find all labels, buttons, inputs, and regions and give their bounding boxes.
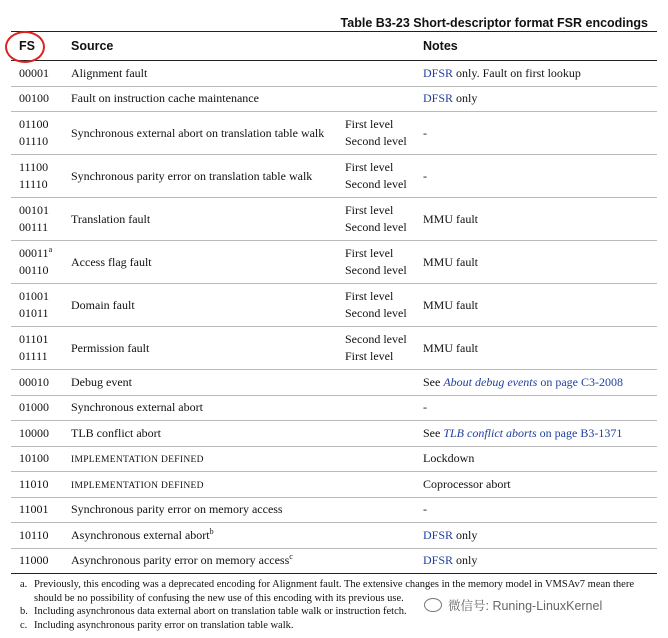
fs-cell bbox=[11, 421, 63, 447]
level-cell bbox=[337, 395, 415, 421]
table-caption: Table B3-23 Short-descriptor format FSR encodings bbox=[340, 16, 648, 30]
fs-code: 00100 bbox=[19, 91, 49, 106]
fs-code: 01011 bbox=[19, 306, 49, 320]
header-level bbox=[337, 32, 415, 61]
notes-cell: DFSR only bbox=[415, 548, 657, 574]
source-cell: Synchronous external abort bbox=[63, 395, 337, 421]
fs-cell bbox=[11, 472, 63, 498]
source-cell: Synchronous parity error on translation table walk bbox=[63, 155, 337, 198]
table-row bbox=[11, 112, 657, 155]
level-cell bbox=[337, 472, 415, 498]
fs-code: 10100 bbox=[19, 451, 49, 466]
fs-code: 01100 bbox=[19, 117, 49, 131]
table-row bbox=[11, 155, 657, 198]
source-cell: Permission fault bbox=[63, 327, 337, 370]
notes-cell: DFSR only bbox=[415, 86, 657, 112]
source-cell: IMPLEMENTATION DEFINED bbox=[63, 472, 337, 498]
table-row bbox=[11, 523, 657, 549]
header-notes: Notes bbox=[415, 32, 657, 61]
notes-cell: See About debug events on page C3-2008 bbox=[415, 370, 657, 396]
notes-cell: DFSR only bbox=[415, 523, 657, 549]
notes-cell: - bbox=[415, 395, 657, 421]
fs-code: 11010 bbox=[19, 476, 49, 491]
table-row bbox=[11, 198, 657, 241]
footnote-c: c. Including asynchronous parity error on translation table walk. bbox=[20, 619, 294, 631]
notes-cell: - bbox=[415, 497, 657, 523]
fs-cell bbox=[11, 86, 63, 112]
source-cell: Debug event bbox=[63, 370, 337, 396]
fs-code: 00111 bbox=[19, 220, 49, 234]
footnote-a: a. Previously, this encoding was a deprecated encoding for Alignment fault. The extensive changes in the memory model in VMSAv7 mean there should be no possibility of confusing the new use of this encoding with its previous use. bbox=[20, 579, 635, 604]
fs-code: 10000 bbox=[19, 425, 49, 440]
fs-code: 01110 bbox=[19, 134, 49, 148]
source-cell: TLB conflict abort bbox=[63, 421, 337, 447]
fs-code: 11001 bbox=[19, 502, 49, 517]
fs-cell bbox=[11, 548, 63, 574]
fs-code: 01001 bbox=[19, 289, 49, 303]
fs-cell bbox=[11, 241, 63, 284]
level-cell bbox=[337, 61, 415, 87]
fs-cell bbox=[11, 395, 63, 421]
level-cell bbox=[337, 86, 415, 112]
source-cell: Access flag fault bbox=[63, 241, 337, 284]
notes-cell: Lockdown bbox=[415, 446, 657, 472]
table-body bbox=[11, 61, 657, 574]
fsr-encodings-table bbox=[11, 31, 657, 574]
table-row bbox=[11, 327, 657, 370]
source-cell: Fault on instruction cache maintenance bbox=[63, 86, 337, 112]
source-cell: Domain fault bbox=[63, 284, 337, 327]
fs-code: 00110 bbox=[19, 263, 49, 277]
fs-code: 00001 bbox=[19, 65, 49, 80]
table-header-row bbox=[11, 32, 657, 61]
fs-cell bbox=[11, 155, 63, 198]
fs-cell bbox=[11, 446, 63, 472]
level-cell bbox=[337, 370, 415, 396]
source-cell: Synchronous external abort on translation table walk bbox=[63, 112, 337, 155]
table-row bbox=[11, 61, 657, 87]
fs-cell bbox=[11, 523, 63, 549]
table-row bbox=[11, 497, 657, 523]
fs-cell bbox=[11, 370, 63, 396]
fs-cell bbox=[11, 497, 63, 523]
table-row bbox=[11, 421, 657, 447]
notes-cell: Coprocessor abort bbox=[415, 472, 657, 498]
notes-cell: MMU fault bbox=[415, 327, 657, 370]
notes-cell: MMU fault bbox=[415, 198, 657, 241]
level-cell: Second level First level bbox=[337, 327, 415, 370]
table-row bbox=[11, 446, 657, 472]
source-cell: Asynchronous external abort$^b$ bbox=[63, 523, 337, 549]
notes-cell: MMU fault bbox=[415, 241, 657, 284]
footnote-b: b. Including asynchronous data external abort on translation table walk or instruction fetch. bbox=[20, 606, 407, 617]
level-cell: First level Second level bbox=[337, 284, 415, 327]
red-annotation-circle bbox=[5, 31, 45, 63]
level-cell: First level Second level bbox=[337, 198, 415, 241]
fs-cell bbox=[11, 198, 63, 241]
level-cell: First level Second level bbox=[337, 112, 415, 155]
level-cell: First level Second level bbox=[337, 155, 415, 198]
notes-cell: - bbox=[415, 155, 657, 198]
table-row bbox=[11, 548, 657, 574]
level-cell bbox=[337, 523, 415, 549]
source-cell: Asynchronous parity error on memory access$^c$ bbox=[63, 548, 337, 574]
notes-cell: See TLB conflict aborts on page B3-1371 bbox=[415, 421, 657, 447]
table-row bbox=[11, 370, 657, 396]
table-row bbox=[11, 472, 657, 498]
fs-code: 00011$^a$ bbox=[19, 245, 53, 260]
fs-code: 11000 bbox=[19, 553, 49, 568]
table-row bbox=[11, 241, 657, 284]
header-fs: FS bbox=[11, 32, 63, 61]
source-cell: Synchronous parity error on memory access bbox=[63, 497, 337, 523]
level-cell bbox=[337, 421, 415, 447]
source-cell: Translation fault bbox=[63, 198, 337, 241]
fs-code: 00101 bbox=[19, 203, 49, 217]
notes-cell: MMU fault bbox=[415, 284, 657, 327]
fs-code: 01101 bbox=[19, 332, 49, 346]
notes-cell: DFSR only. Fault on first lookup bbox=[415, 61, 657, 87]
fs-code: 01111 bbox=[19, 349, 48, 363]
fs-code: 11100 bbox=[19, 160, 49, 174]
table-row bbox=[11, 284, 657, 327]
watermark: 微信号: Runing-LinuxKernel bbox=[424, 596, 602, 614]
table-row bbox=[11, 395, 657, 421]
level-cell: First level Second level bbox=[337, 241, 415, 284]
source-cell: IMPLEMENTATION DEFINED bbox=[63, 446, 337, 472]
fs-cell bbox=[11, 327, 63, 370]
fs-cell bbox=[11, 112, 63, 155]
fs-cell bbox=[11, 284, 63, 327]
fs-cell bbox=[11, 61, 63, 87]
source-cell: Alignment fault bbox=[63, 61, 337, 87]
fs-code: 11110 bbox=[19, 177, 48, 191]
header-source: Source bbox=[63, 32, 337, 61]
level-cell bbox=[337, 497, 415, 523]
level-cell bbox=[337, 446, 415, 472]
level-cell bbox=[337, 548, 415, 574]
notes-cell: - bbox=[415, 112, 657, 155]
fs-code: 00010 bbox=[19, 374, 49, 389]
table-row bbox=[11, 86, 657, 112]
fs-code: 01000 bbox=[19, 400, 49, 415]
wechat-icon bbox=[424, 598, 442, 612]
fs-code: 10110 bbox=[19, 527, 49, 542]
